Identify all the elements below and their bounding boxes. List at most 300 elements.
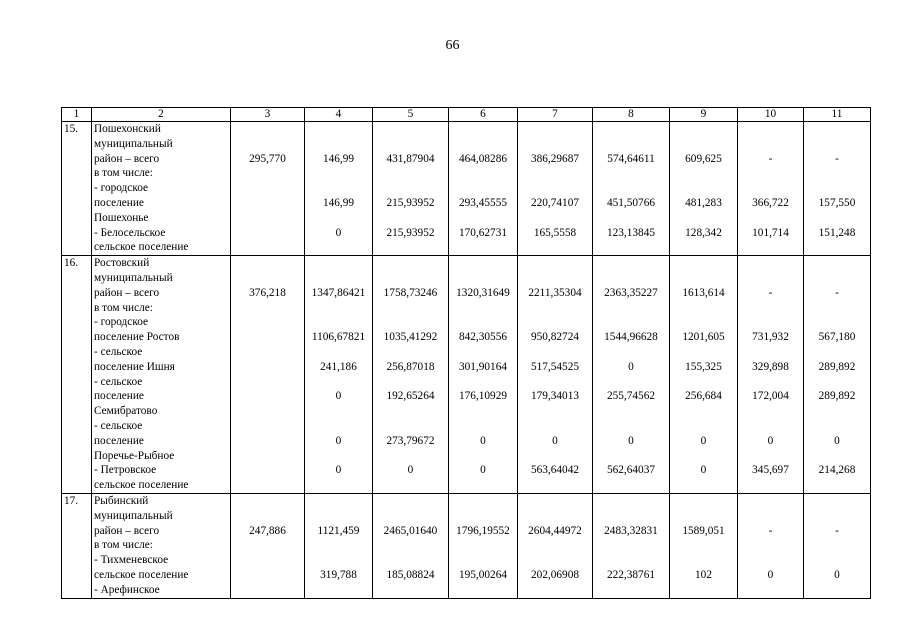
- value-line: [449, 583, 517, 598]
- value-line: [231, 375, 304, 390]
- value-line: 202,06908: [530, 568, 579, 581]
- value-line: [231, 583, 304, 598]
- value-cell: [373, 122, 449, 256]
- value-line: 1758,73246: [383, 286, 438, 299]
- value-line: 123,13845: [606, 226, 655, 239]
- value-line: [593, 256, 669, 271]
- value-line: 256,87018: [386, 360, 435, 373]
- value-cell: [305, 122, 373, 256]
- column-header: 11: [804, 108, 871, 122]
- value-line: -: [768, 152, 773, 165]
- value-line: [449, 375, 517, 390]
- value-line: 0: [335, 226, 342, 239]
- territory-name-line: - городское: [94, 316, 149, 329]
- territory-name-cell: [92, 493, 231, 598]
- value-line: [738, 122, 803, 137]
- value-line: 1121,459: [317, 524, 360, 537]
- value-line: [738, 478, 803, 493]
- value-line: [518, 301, 592, 316]
- territory-name-line: Ростовский: [94, 257, 150, 270]
- territory-name-line: поселение: [94, 196, 144, 209]
- value-line: [373, 509, 448, 524]
- value-line: [518, 181, 592, 196]
- value-line: 451,50766: [606, 196, 655, 209]
- value-line: [804, 240, 870, 255]
- value-line: [593, 509, 669, 524]
- value-cell: [738, 122, 804, 256]
- value-line: [670, 494, 737, 509]
- value-line: [593, 315, 669, 330]
- value-line: [449, 315, 517, 330]
- value-line: [373, 301, 448, 316]
- value-cell: [373, 256, 449, 494]
- territory-name-line: в том числе:: [94, 539, 153, 552]
- value-line: [305, 538, 372, 553]
- row-number-text: 15.: [64, 123, 79, 135]
- territory-name-line: район – всего: [94, 286, 160, 299]
- page-number: 66: [445, 38, 460, 53]
- value-cell: [593, 493, 670, 598]
- value-line: [738, 240, 803, 255]
- value-line: [231, 301, 304, 316]
- column-header: 4: [305, 108, 373, 122]
- value-line: [670, 404, 737, 419]
- value-line: 567,180: [818, 331, 856, 344]
- value-cell: [738, 493, 804, 598]
- value-line: 151,248: [818, 226, 856, 239]
- value-line: [449, 240, 517, 255]
- value-line: [373, 211, 448, 226]
- value-line: 1201,605: [682, 331, 725, 344]
- value-line: [373, 122, 448, 137]
- value-cell: [518, 122, 593, 256]
- value-line: [305, 137, 372, 152]
- header-row: [62, 108, 871, 122]
- value-line: [305, 478, 372, 493]
- value-line: [231, 345, 304, 360]
- value-line: 0: [335, 390, 342, 403]
- value-line: [449, 122, 517, 137]
- value-line: [593, 345, 669, 360]
- value-line: [305, 494, 372, 509]
- column-header: 5: [373, 108, 449, 122]
- value-line: [738, 345, 803, 360]
- column-header: 3: [231, 108, 305, 122]
- value-line: [804, 449, 870, 464]
- value-line: -: [768, 286, 773, 299]
- column-header: 10: [738, 108, 804, 122]
- value-cell: [305, 493, 373, 598]
- value-cell: [804, 493, 871, 598]
- value-line: 464,08286: [458, 152, 507, 165]
- value-line: 950,82724: [530, 331, 579, 344]
- value-line: [518, 494, 592, 509]
- value-line: [804, 271, 870, 286]
- value-line: [518, 375, 592, 390]
- value-line: 176,10929: [458, 390, 507, 403]
- value-line: [373, 256, 448, 271]
- value-line: [518, 240, 592, 255]
- value-line: [738, 553, 803, 568]
- table-row: [62, 493, 871, 598]
- value-line: [738, 211, 803, 226]
- value-line: 2363,35227: [604, 286, 658, 299]
- territory-name-line: Поречье-Рыбное: [94, 449, 175, 462]
- value-line: 220,74107: [530, 196, 579, 209]
- value-line: 376,218: [249, 286, 286, 299]
- territory-name-line: в том числе:: [94, 301, 153, 314]
- value-line: [593, 122, 669, 137]
- value-line: [373, 271, 448, 286]
- row-number: [62, 122, 92, 256]
- value-line: [593, 583, 669, 598]
- territory-name-line: муниципальный: [94, 137, 173, 150]
- value-line: 2604,44972: [528, 524, 582, 537]
- territory-name-line: Семибратово: [94, 405, 158, 418]
- territory-name-line: Рыбинский: [94, 494, 149, 507]
- value-cell: [231, 122, 305, 256]
- value-line: [804, 166, 870, 181]
- territory-name-line: Пошехонье: [94, 211, 149, 224]
- value-line: [518, 509, 592, 524]
- value-line: [670, 419, 737, 434]
- column-header: 7: [518, 108, 593, 122]
- territory-name-line: сельское поселение: [94, 568, 189, 581]
- value-line: 0: [407, 464, 414, 477]
- value-line: 0: [700, 434, 707, 447]
- value-line: [231, 404, 304, 419]
- value-line: [305, 315, 372, 330]
- value-line: 1796,19552: [456, 524, 510, 537]
- value-line: 0: [335, 434, 342, 447]
- value-line: 366,722: [752, 196, 789, 209]
- value-line: -: [835, 286, 839, 299]
- territory-name-line: район – всего: [94, 524, 160, 537]
- value-line: [593, 449, 669, 464]
- value-line: [738, 315, 803, 330]
- value-line: [738, 404, 803, 419]
- table-row: [62, 256, 871, 494]
- value-line: 574,64611: [607, 152, 655, 165]
- value-line: [593, 375, 669, 390]
- value-line: [593, 137, 669, 152]
- value-line: 731,932: [752, 331, 789, 344]
- value-line: 431,87904: [386, 152, 435, 165]
- value-cell: [670, 122, 738, 256]
- value-line: [804, 404, 870, 419]
- value-cell: [518, 256, 593, 494]
- value-line: 155,325: [685, 360, 722, 373]
- value-line: [518, 166, 592, 181]
- value-line: [738, 583, 803, 598]
- value-line: [449, 419, 517, 434]
- value-line: [305, 419, 372, 434]
- column-header: 9: [670, 108, 738, 122]
- value-line: [804, 583, 870, 598]
- value-line: 0: [767, 568, 774, 581]
- value-line: 241,186: [320, 360, 357, 373]
- value-line: [804, 553, 870, 568]
- value-line: [670, 583, 737, 598]
- value-line: 102: [695, 568, 712, 581]
- column-header: 8: [593, 108, 670, 122]
- value-line: [518, 271, 592, 286]
- value-line: [670, 122, 737, 137]
- value-line: [804, 538, 870, 553]
- value-line: 101,714: [752, 226, 789, 239]
- value-line: [670, 553, 737, 568]
- value-line: 0: [767, 434, 774, 447]
- value-line: 0: [834, 434, 840, 447]
- value-line: 293,45555: [458, 196, 507, 209]
- value-cell: [449, 256, 518, 494]
- value-line: [305, 211, 372, 226]
- value-line: 0: [700, 464, 707, 477]
- value-line: [449, 301, 517, 316]
- territory-name-line: Пошехонский: [94, 123, 161, 135]
- value-line: [804, 315, 870, 330]
- value-line: [593, 419, 669, 434]
- value-line: 1106,67821: [311, 331, 366, 344]
- value-line: 128,342: [685, 226, 722, 239]
- value-line: [518, 404, 592, 419]
- territory-name-line: район – всего: [94, 152, 160, 165]
- column-header: 2: [92, 108, 231, 122]
- value-line: [804, 509, 870, 524]
- value-line: [231, 434, 304, 449]
- value-line: 1347,86421: [311, 286, 366, 299]
- value-line: [305, 375, 372, 390]
- value-line: 517,54525: [530, 360, 579, 373]
- value-line: [231, 166, 304, 181]
- value-cell: [518, 493, 593, 598]
- value-line: [305, 122, 372, 137]
- value-line: [670, 256, 737, 271]
- value-line: [593, 404, 669, 419]
- territory-name-line: - Петровское: [94, 464, 157, 477]
- value-line: [231, 330, 304, 345]
- value-line: [518, 315, 592, 330]
- table-row: [62, 122, 871, 256]
- column-header: 6: [449, 108, 518, 122]
- value-line: [231, 509, 304, 524]
- value-cell: [804, 256, 871, 494]
- value-line: 2465,01640: [383, 524, 438, 537]
- value-line: 319,788: [320, 568, 357, 581]
- value-line: 256,684: [685, 390, 722, 403]
- value-line: [804, 478, 870, 493]
- territory-name-line: поселение Ишня: [94, 360, 175, 373]
- value-line: [305, 509, 372, 524]
- value-line: [231, 553, 304, 568]
- value-line: 301,90164: [458, 360, 507, 373]
- value-line: [804, 419, 870, 434]
- value-cell: [231, 256, 305, 494]
- value-line: [738, 494, 803, 509]
- value-line: -: [768, 524, 773, 537]
- value-line: 386,29687: [530, 152, 579, 165]
- territory-name-line: в том числе:: [94, 167, 153, 180]
- value-line: 255,74562: [606, 390, 655, 403]
- value-line: [670, 181, 737, 196]
- value-line: [373, 315, 448, 330]
- value-line: [373, 419, 448, 434]
- value-line: [231, 315, 304, 330]
- value-line: 289,892: [818, 360, 856, 373]
- value-line: [738, 449, 803, 464]
- value-line: [449, 553, 517, 568]
- value-line: 247,886: [249, 524, 286, 537]
- value-line: 0: [628, 434, 634, 447]
- value-line: [449, 211, 517, 226]
- value-line: [670, 345, 737, 360]
- value-line: [449, 404, 517, 419]
- value-line: [231, 196, 304, 211]
- value-line: [305, 404, 372, 419]
- value-line: [593, 301, 669, 316]
- value-line: [518, 583, 592, 598]
- value-line: [804, 122, 870, 137]
- value-line: [670, 211, 737, 226]
- value-line: [593, 211, 669, 226]
- value-line: [231, 389, 304, 404]
- value-line: [518, 122, 592, 137]
- value-line: 563,64042: [530, 464, 579, 477]
- value-line: 295,770: [249, 152, 286, 165]
- value-line: [231, 538, 304, 553]
- value-cell: [804, 122, 871, 256]
- value-line: 146,99: [322, 152, 355, 165]
- value-line: [804, 137, 870, 152]
- value-line: 345,697: [752, 464, 789, 477]
- value-line: 0: [480, 464, 486, 477]
- value-line: [305, 583, 372, 598]
- value-line: [305, 256, 372, 271]
- value-line: 1613,614: [682, 286, 725, 299]
- value-cell: [449, 122, 518, 256]
- value-line: [804, 301, 870, 316]
- row-number-text: 17.: [64, 494, 79, 507]
- value-line: [670, 271, 737, 286]
- value-line: [305, 271, 372, 286]
- value-line: [593, 478, 669, 493]
- value-line: [738, 538, 803, 553]
- value-line: [738, 137, 803, 152]
- territory-name-line: поселение: [94, 434, 144, 447]
- value-line: [738, 271, 803, 286]
- value-line: [804, 375, 870, 390]
- territory-name-line: - Белосельское: [94, 226, 166, 239]
- value-line: [373, 375, 448, 390]
- value-line: 609,625: [685, 152, 722, 165]
- value-line: [804, 211, 870, 226]
- value-line: [231, 181, 304, 196]
- value-cell: [738, 256, 804, 494]
- territory-name-line: сельское поселение: [94, 479, 189, 492]
- value-line: [804, 494, 870, 509]
- value-line: [449, 478, 517, 493]
- territory-name-cell: [92, 256, 231, 494]
- value-line: [738, 375, 803, 390]
- value-line: [373, 345, 448, 360]
- value-line: [518, 211, 592, 226]
- value-line: 195,00264: [458, 568, 507, 581]
- territory-name-line: - сельское: [94, 375, 143, 388]
- value-line: [593, 553, 669, 568]
- value-line: 1035,41292: [383, 331, 438, 344]
- data-table: [61, 107, 871, 599]
- value-line: [670, 375, 737, 390]
- value-line: [373, 166, 448, 181]
- value-line: [449, 137, 517, 152]
- value-line: [738, 301, 803, 316]
- value-line: [593, 494, 669, 509]
- territory-name-line: муниципальный: [94, 271, 173, 284]
- value-line: [449, 181, 517, 196]
- value-line: 2483,32831: [604, 524, 658, 537]
- value-line: [518, 345, 592, 360]
- value-line: [231, 449, 304, 464]
- value-line: 165,5558: [533, 226, 577, 239]
- territory-name-line: муниципальный: [94, 509, 173, 522]
- value-line: [670, 166, 737, 181]
- value-line: [518, 449, 592, 464]
- value-line: [449, 538, 517, 553]
- value-line: 1320,31649: [456, 286, 510, 299]
- value-line: [670, 478, 737, 493]
- value-line: [670, 315, 737, 330]
- value-cell: [231, 493, 305, 598]
- value-line: 273,79672: [386, 434, 435, 447]
- value-line: 481,283: [685, 196, 722, 209]
- value-line: [518, 478, 592, 493]
- value-cell: [670, 256, 738, 494]
- value-line: [231, 256, 304, 271]
- value-line: [231, 137, 304, 152]
- value-cell: [305, 256, 373, 494]
- value-line: [449, 345, 517, 360]
- value-line: 329,898: [752, 360, 789, 373]
- value-line: [231, 463, 304, 478]
- value-cell: [593, 122, 670, 256]
- value-line: [593, 240, 669, 255]
- value-line: [738, 509, 803, 524]
- value-line: [518, 419, 592, 434]
- territory-name-cell: [92, 122, 231, 256]
- value-line: [373, 553, 448, 568]
- territory-name-line: сельское поселение: [94, 241, 189, 254]
- value-line: [373, 449, 448, 464]
- value-line: [738, 181, 803, 196]
- value-line: [305, 553, 372, 568]
- value-line: [231, 478, 304, 493]
- row-number: [62, 256, 92, 494]
- value-line: 0: [480, 434, 486, 447]
- value-line: [670, 240, 737, 255]
- value-line: 0: [834, 568, 840, 581]
- value-line: 172,004: [752, 390, 789, 403]
- row-number: [62, 493, 92, 598]
- value-line: [804, 345, 870, 360]
- value-line: 215,93952: [386, 196, 435, 209]
- value-line: [231, 568, 304, 583]
- value-line: [518, 256, 592, 271]
- value-line: [593, 166, 669, 181]
- territory-name-line: - сельское: [94, 345, 143, 358]
- value-line: [670, 449, 737, 464]
- value-line: [449, 509, 517, 524]
- value-line: [738, 419, 803, 434]
